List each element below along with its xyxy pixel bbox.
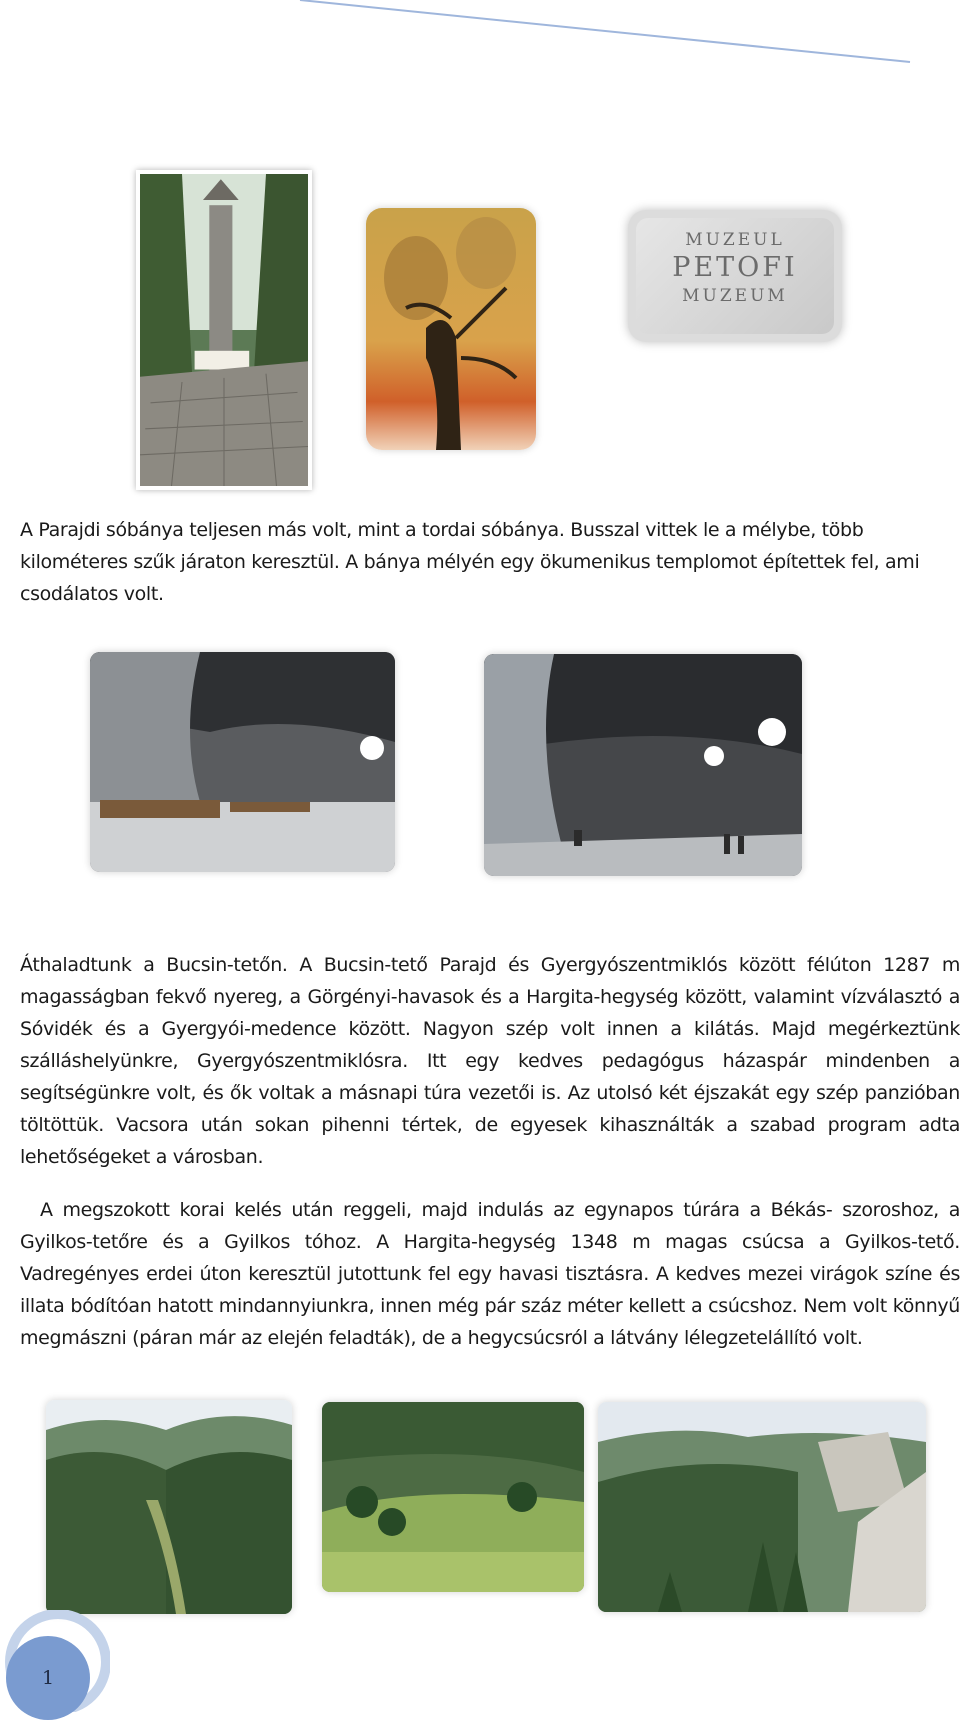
salt-mine-photo-2 <box>484 654 802 876</box>
paragraph-bucsin: Áthaladtunk a Bucsin-tetőn. A Bucsin-tető Parajd és Gyergyószentmiklós között félúton 1287 m magasságban fekvő nyereg, a Görgényi-havasok és a Hargita-hegység között, valamint vízválasztó a Sóvidék és a Gyergyói-medence között. Nagyon szép volt innen a kilátás. Majd megérkeztünk szálláshelyünkre, Gyergyószentmiklósra. Itt egy kedves pedagógus házaspár mindenben a segítségünkre volt, és ők voltak a másnapi túra vezetői is. Az utolsó két éjszakát egy szép panzióban töltöttük. Vacsora után sokan pihenni tértek, de egyesek kihasználták a szabad program adta lehetőségeket a városban. <box>20 954 960 1168</box>
page-number-badge <box>0 1610 110 1712</box>
header-decorative-line <box>0 0 960 80</box>
plaque-line-1: MUZEUL <box>685 230 785 250</box>
paragraph-salt-mine: A Parajdi sóbánya teljesen más volt, mint a tordai sóbánya. Busszal vittek le a mélybe, több kilométeres szűk járaton keresztül. A bánya mélyén egy ökumenikus templomot építettek fel, ami csodálatos volt. <box>20 519 920 605</box>
mountain-photo-2 <box>322 1402 584 1592</box>
monument-photo <box>136 170 312 490</box>
mountain-photo-1 <box>46 1400 292 1614</box>
plaque-line-2: PETOFI <box>672 252 798 283</box>
petofi-painting <box>366 208 536 450</box>
plaque-line-3: MUZEUM <box>682 286 788 306</box>
museum-plaque <box>628 210 842 342</box>
paragraph-gyilkos: A megszokott korai kelés után reggeli, majd indulás az egynapos túrára a Békás- szoroshoz, a Gyilkos-tetőre és a Gyilkos tóhoz. A Hargita-hegység 1348 m magas csúcsa a Gyilkos-tető. Vadregényes erdei úton keresztül jutottunk fel egy havasi tisztásra. A kedves mezei virágok színe és illata bódítóan hatott mindannyiunkra, innen még pár száz méter kellett a csúcshoz. Nem volt könnyű megmászni (páran már az elején feladták), de a hegycsúcsról a látvány lélegzetelállító volt. <box>20 1199 960 1349</box>
page-number: 1 <box>6 1636 90 1720</box>
plaque-text <box>628 228 842 308</box>
salt-mine-photo-1 <box>90 652 395 872</box>
mountain-photo-3 <box>598 1402 926 1612</box>
